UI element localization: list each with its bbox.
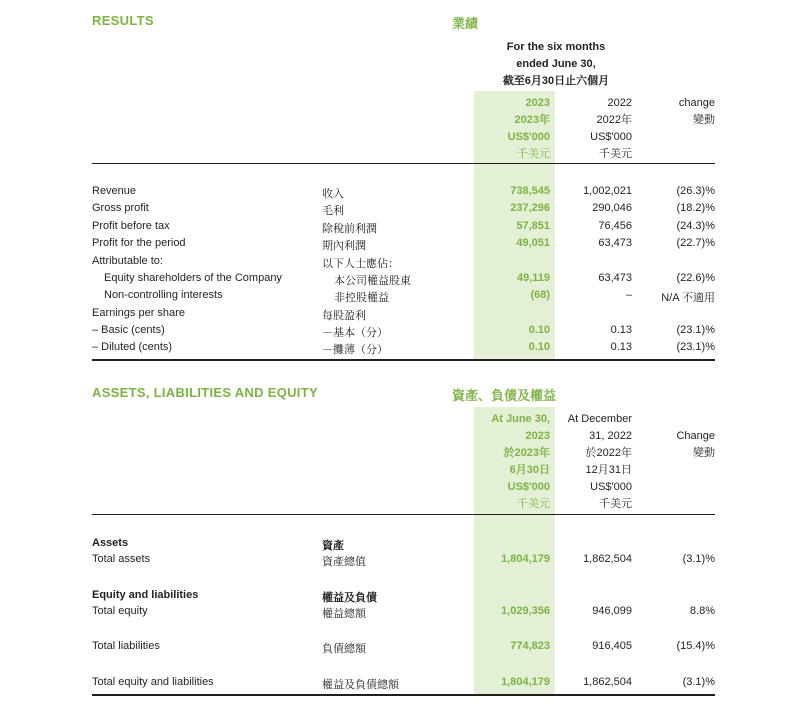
row-label: Total equity xyxy=(92,605,148,617)
change-value: N/A 不適用 xyxy=(661,292,715,304)
row-label: Attributable to: xyxy=(92,255,163,267)
row-label-cn: 收入 xyxy=(322,188,344,200)
change-value: (3.1)% xyxy=(682,676,715,688)
row-label: Assets xyxy=(92,537,129,549)
results-previous-column-header: 2022 2022年 US$'000 千美元 xyxy=(590,97,632,160)
previous-value: 1,862,504 xyxy=(583,676,632,688)
table-row xyxy=(0,237,790,254)
current-value: 1,804,179 xyxy=(501,676,550,688)
row-label: Earnings per share xyxy=(92,307,185,319)
balance-title: ASSETS, LIABILITIES AND EQUITY xyxy=(92,385,318,400)
table-row xyxy=(0,676,790,693)
change-value: (22.7)% xyxy=(676,237,715,249)
row-label-cn: 權益總額 xyxy=(322,608,366,620)
row-label-cn: 資產總值 xyxy=(322,556,366,568)
previous-value: 1,862,504 xyxy=(583,553,632,565)
row-label-cn: 期內利潤 xyxy=(322,240,366,252)
balance-current-column-header: At June 30, 2023 於2023年 6月30日 US$'000 千美元 xyxy=(491,413,550,510)
equity-liabilities-heading xyxy=(0,589,790,606)
previous-value: 916,405 xyxy=(592,640,632,652)
table-row xyxy=(0,640,790,657)
table-row xyxy=(0,605,790,622)
row-label: Profit for the period xyxy=(92,237,186,249)
row-label-cn: 負債總額 xyxy=(322,643,366,655)
current-value: 57,851 xyxy=(516,220,550,232)
row-label-cn: 以下人士應佔： xyxy=(322,258,399,270)
results-bottom-rule xyxy=(92,359,715,361)
results-title-cn: 業績 xyxy=(452,16,479,31)
current-value: 0.10 xyxy=(528,341,550,353)
balance-header-rule xyxy=(92,514,715,515)
row-label: – Basic (cents) xyxy=(92,324,165,336)
change-value: 8.8% xyxy=(689,605,715,617)
row-label-cn: 每股盈利 xyxy=(322,310,366,322)
previous-value: 946,099 xyxy=(592,605,632,617)
table-row xyxy=(0,324,790,341)
current-value: (68) xyxy=(530,289,550,301)
change-value: (3.1)% xyxy=(682,553,715,565)
balance-change-column-header: Change 變動 xyxy=(676,430,715,459)
results-change-column-header: change 變動 xyxy=(678,97,715,126)
change-value: (18.2)% xyxy=(676,202,715,214)
table-row xyxy=(0,307,790,324)
current-value: 49,051 xyxy=(516,237,550,249)
change-value: (24.3)% xyxy=(676,220,715,232)
row-label: Total equity and liabilities xyxy=(92,676,214,688)
row-label: Profit before tax xyxy=(92,220,170,232)
change-value: (26.3)% xyxy=(676,185,715,197)
table-row xyxy=(0,202,790,219)
table-row xyxy=(0,185,790,202)
row-label-cn: －攤薄（分） xyxy=(322,344,388,356)
previous-value: 63,473 xyxy=(598,237,632,249)
row-label-cn: 權益及負債 xyxy=(322,592,377,604)
row-label: Total assets xyxy=(92,553,151,565)
row-label-cn: 權益及負債總額 xyxy=(322,679,399,691)
results-title: RESULTS xyxy=(92,13,154,28)
current-value: 774,823 xyxy=(510,640,550,652)
table-row xyxy=(0,341,790,358)
current-value: 738,545 xyxy=(510,185,550,197)
balance-bottom-rule xyxy=(92,694,715,696)
table-row xyxy=(0,255,790,272)
previous-value: – xyxy=(625,289,632,301)
current-value: 49,119 xyxy=(516,272,550,284)
row-label: Non-controlling interests xyxy=(104,289,223,301)
change-value: (22.6)% xyxy=(676,272,715,284)
row-label-cn: 除稅前利潤 xyxy=(322,223,377,235)
row-label: Revenue xyxy=(92,185,137,197)
assets-heading xyxy=(0,537,790,554)
row-label: Equity shareholders of the Company xyxy=(104,272,282,284)
previous-value: 0.13 xyxy=(610,324,632,336)
previous-value: 290,046 xyxy=(592,202,632,214)
results-header-rule xyxy=(92,163,715,164)
current-value: 1,029,356 xyxy=(501,605,550,617)
current-value: 0.10 xyxy=(528,324,550,336)
change-value: (23.1)% xyxy=(676,341,715,353)
current-value: 237,296 xyxy=(510,202,550,214)
balance-title-cn: 資產、負債及權益 xyxy=(452,388,557,403)
row-label: Total liabilities xyxy=(92,640,160,652)
row-label: Equity and liabilities xyxy=(92,589,199,601)
period-header: For the six months ended June 30, 截至6月30日止六個月 xyxy=(502,41,610,87)
table-row xyxy=(0,220,790,237)
current-value: 1,804,179 xyxy=(501,553,550,565)
previous-value: 76,456 xyxy=(598,220,632,232)
row-label: – Diluted (cents) xyxy=(92,341,173,353)
row-label-cn: 毛利 xyxy=(322,205,344,217)
previous-value: 0.13 xyxy=(610,341,632,353)
row-label-cn: 本公司權益股東 xyxy=(334,275,411,287)
table-row xyxy=(0,272,790,289)
results-current-column-header: 2023 2023年 US$'000 千美元 xyxy=(507,97,550,160)
change-value: (23.1)% xyxy=(676,324,715,336)
balance-previous-column-header: At December 31, 2022 於2022年 12月31日 US$'000 千美元 xyxy=(567,413,632,510)
change-value: (15.4)% xyxy=(676,640,715,652)
row-label-cn: －基本（分） xyxy=(322,327,388,339)
table-row xyxy=(0,553,790,570)
row-label: Gross profit xyxy=(92,202,149,214)
row-label-cn: 非控股權益 xyxy=(334,292,389,304)
previous-value: 1,002,021 xyxy=(583,185,632,197)
previous-value: 63,473 xyxy=(598,272,632,284)
row-label-cn: 資產 xyxy=(322,540,344,552)
table-row xyxy=(0,289,790,306)
